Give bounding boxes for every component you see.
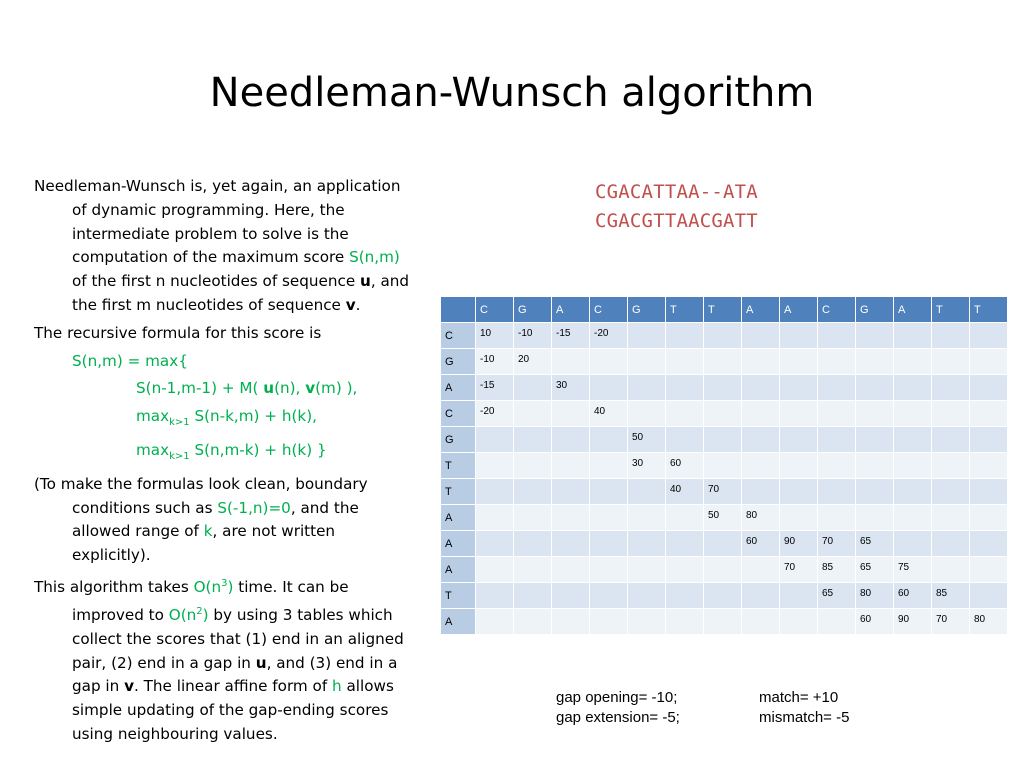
score-cell <box>628 505 666 531</box>
table-row <box>441 505 1008 531</box>
score-cell <box>894 375 932 401</box>
score-cell <box>704 609 742 635</box>
alignment-sequences <box>595 178 758 236</box>
table-row <box>441 323 1008 349</box>
score-cell <box>552 583 590 609</box>
text-run: max <box>136 407 170 426</box>
table-row <box>441 349 1008 375</box>
table-row <box>441 401 1008 427</box>
score-cell <box>780 375 818 401</box>
score-cell: 85 <box>818 557 856 583</box>
score-cell <box>932 505 970 531</box>
score-cell <box>932 479 970 505</box>
text-run: , and the first m nucleotides of sequence <box>72 272 410 314</box>
score-cell <box>666 583 704 609</box>
score-cell <box>704 453 742 479</box>
complexity-n2 <box>169 606 209 624</box>
score-cell <box>856 323 894 349</box>
slide-title: Needleman-Wunsch algorithm <box>209 70 815 116</box>
score-cell: -10 <box>476 349 514 375</box>
score-cell <box>970 453 1008 479</box>
score-cell <box>818 323 856 349</box>
table-row <box>441 453 1008 479</box>
score-cell: 70 <box>780 557 818 583</box>
score-cell: 65 <box>856 531 894 557</box>
score-cell: 50 <box>704 505 742 531</box>
explanation-text <box>34 175 416 751</box>
score-cell <box>932 427 970 453</box>
score-cell <box>970 427 1008 453</box>
column-header: T <box>666 297 704 323</box>
score-cell <box>590 609 628 635</box>
score-cell <box>894 323 932 349</box>
score-cell <box>932 323 970 349</box>
score-cell <box>970 583 1008 609</box>
text-run: O(n <box>168 605 197 624</box>
row-header: T <box>441 453 476 479</box>
score-cell <box>628 583 666 609</box>
score-cell <box>780 323 818 349</box>
column-header: T <box>970 297 1008 323</box>
score-cell <box>780 505 818 531</box>
score-cell <box>552 453 590 479</box>
text-run: by using 3 tables which collect the scores that (1) end in an aligned pair, (2) end in a gap in <box>72 605 404 672</box>
match-label: match= +10 <box>759 689 839 706</box>
score-cell <box>894 401 932 427</box>
score-cell <box>932 531 970 557</box>
text-run: (m) ), <box>315 379 358 398</box>
score-cell: 70 <box>704 479 742 505</box>
score-cell <box>476 531 514 557</box>
score-cell: 40 <box>590 401 628 427</box>
score-cell: 70 <box>818 531 856 557</box>
score-cell <box>590 531 628 557</box>
score-cell <box>666 349 704 375</box>
score-cell <box>856 505 894 531</box>
row-header: T <box>441 583 476 609</box>
score-cell <box>970 479 1008 505</box>
score-cell <box>628 323 666 349</box>
score-cell <box>666 427 704 453</box>
score-cell <box>514 375 552 401</box>
score-cell <box>666 375 704 401</box>
score-cell <box>818 427 856 453</box>
text-run: O(n <box>193 578 222 597</box>
subscript: k>1 <box>169 451 190 463</box>
text-run: Needleman-Wunsch is, yet again, an application of dynamic programming. Here, the intermediate problem to solve is the computation of the maximum score <box>34 177 401 267</box>
score-cell <box>590 349 628 375</box>
score-cell <box>742 375 780 401</box>
score-cell <box>818 505 856 531</box>
table-row <box>441 583 1008 609</box>
text-run: This algorithm takes <box>34 578 194 597</box>
text-run: (To make the formulas look clean, boundary conditions such as <box>34 474 368 517</box>
score-cell: 20 <box>514 349 552 375</box>
score-cell <box>818 479 856 505</box>
column-header: A <box>780 297 818 323</box>
score-cell <box>970 349 1008 375</box>
score-cell: 90 <box>894 609 932 635</box>
score-cell <box>970 531 1008 557</box>
score-cell <box>666 531 704 557</box>
formula-line-2 <box>34 377 416 401</box>
score-cell <box>856 375 894 401</box>
symbol-h: h <box>332 677 342 696</box>
score-cell <box>476 453 514 479</box>
score-cell: -10 <box>514 323 552 349</box>
score-cell <box>552 349 590 375</box>
score-cell: 65 <box>856 557 894 583</box>
score-cell <box>552 427 590 453</box>
score-cell <box>704 349 742 375</box>
score-cell: 40 <box>666 479 704 505</box>
score-cell <box>704 531 742 557</box>
score-cell <box>628 401 666 427</box>
paragraph-complexity <box>34 572 416 747</box>
score-cell: -20 <box>476 401 514 427</box>
score-cell <box>970 505 1008 531</box>
text-run: S(n,m-k) + h(k) } <box>189 441 327 459</box>
text-run: ) <box>227 578 234 597</box>
symbol-v: v <box>305 379 316 398</box>
score-cell <box>628 531 666 557</box>
symbol-v: v <box>345 295 356 314</box>
score-cell <box>742 401 780 427</box>
score-cell <box>780 583 818 609</box>
score-cell <box>514 427 552 453</box>
score-cell: 50 <box>628 427 666 453</box>
score-cell <box>742 453 780 479</box>
text-run: time. It can be improved to <box>72 578 349 624</box>
table-row <box>441 531 1008 557</box>
text-run: max <box>136 441 170 459</box>
aligned-sequence-1: CGACATTAA--ATA <box>595 181 758 203</box>
score-cell <box>818 401 856 427</box>
table-row <box>441 375 1008 401</box>
score-cell <box>476 427 514 453</box>
formula-snm: S(n,m) <box>349 248 400 267</box>
table-row <box>441 427 1008 453</box>
text-run: . The linear affine form of <box>134 677 333 696</box>
score-cell <box>704 583 742 609</box>
score-cell <box>894 427 932 453</box>
score-cell <box>742 349 780 375</box>
score-cell <box>590 583 628 609</box>
score-cell <box>856 453 894 479</box>
gap-extension-label: gap extension= -5; <box>556 709 680 726</box>
score-cell <box>552 505 590 531</box>
score-cell <box>780 427 818 453</box>
score-cell: 60 <box>856 609 894 635</box>
score-cell <box>590 427 628 453</box>
text-run: , are not written explicitly). <box>72 522 336 565</box>
paragraph-recursive: The recursive formula for this score is <box>34 323 322 342</box>
row-header: A <box>441 505 476 531</box>
score-cell <box>476 583 514 609</box>
score-cell <box>704 427 742 453</box>
score-cell <box>780 609 818 635</box>
score-cell <box>628 557 666 583</box>
score-cell <box>742 557 780 583</box>
score-cell <box>666 557 704 583</box>
score-cell <box>742 427 780 453</box>
score-cell <box>894 349 932 375</box>
score-cell: 90 <box>780 531 818 557</box>
score-cell <box>970 375 1008 401</box>
score-cell <box>628 609 666 635</box>
score-cell <box>666 323 704 349</box>
score-cell <box>666 609 704 635</box>
score-cell <box>894 479 932 505</box>
score-cell <box>590 505 628 531</box>
complexity-n3 <box>194 578 234 596</box>
column-header: C <box>818 297 856 323</box>
score-cell <box>704 375 742 401</box>
score-cell <box>932 401 970 427</box>
score-cell <box>932 349 970 375</box>
score-cell: 60 <box>894 583 932 609</box>
score-cell: 30 <box>628 453 666 479</box>
score-cell <box>552 609 590 635</box>
score-cell: 75 <box>894 557 932 583</box>
symbol-v: v <box>124 677 134 696</box>
text-run: allows simple updating of the gap-ending scores using neighbouring values. <box>72 677 394 743</box>
score-cell <box>970 557 1008 583</box>
score-cell <box>628 349 666 375</box>
row-header: A <box>441 375 476 401</box>
column-header: A <box>552 297 590 323</box>
score-cell <box>742 583 780 609</box>
score-cell: -15 <box>552 323 590 349</box>
symbol-u: u <box>360 272 371 291</box>
score-cell <box>704 323 742 349</box>
scoring-parameters <box>556 688 850 728</box>
text-run: of the first n nucleotides of sequence <box>72 272 361 291</box>
score-cell: 30 <box>552 375 590 401</box>
score-cell <box>514 557 552 583</box>
score-cell <box>514 453 552 479</box>
score-cell: 60 <box>666 453 704 479</box>
score-cell <box>742 479 780 505</box>
row-header: G <box>441 349 476 375</box>
gap-opening-label: gap opening= -10; <box>556 689 678 706</box>
paragraph-intro <box>34 175 416 318</box>
score-cell <box>818 453 856 479</box>
text-run: (n), <box>274 379 306 398</box>
column-header: C <box>476 297 514 323</box>
text-run: . <box>355 295 361 314</box>
mismatch-label: mismatch= -5 <box>759 709 850 726</box>
column-header: G <box>514 297 552 323</box>
score-cell <box>666 401 704 427</box>
score-cell: 85 <box>932 583 970 609</box>
score-cell <box>552 479 590 505</box>
score-cell <box>514 401 552 427</box>
score-cell: 80 <box>856 583 894 609</box>
score-cell <box>932 375 970 401</box>
row-header: C <box>441 401 476 427</box>
symbol-u: u <box>255 653 267 672</box>
table-row <box>441 609 1008 635</box>
score-cell: 60 <box>742 531 780 557</box>
score-cell <box>514 583 552 609</box>
row-header: G <box>441 427 476 453</box>
score-cell <box>780 479 818 505</box>
score-cell <box>514 531 552 557</box>
score-cell <box>628 375 666 401</box>
score-cell <box>476 609 514 635</box>
table-row <box>441 557 1008 583</box>
row-header: T <box>441 479 476 505</box>
score-cell <box>476 505 514 531</box>
column-header: A <box>894 297 932 323</box>
score-cell <box>476 557 514 583</box>
score-cell: 65 <box>818 583 856 609</box>
score-cell <box>856 427 894 453</box>
text-run: ) <box>202 605 209 624</box>
score-cell <box>552 401 590 427</box>
column-header: C <box>590 297 628 323</box>
score-cell <box>514 479 552 505</box>
formula-line-1: S(n,m) = max{ <box>72 351 188 370</box>
row-header: A <box>441 557 476 583</box>
score-cell: -20 <box>590 323 628 349</box>
score-cell <box>590 479 628 505</box>
row-header: C <box>441 323 476 349</box>
formula-boundary: S(-1,n)=0 <box>217 498 291 517</box>
score-cell <box>742 323 780 349</box>
row-header: A <box>441 609 476 635</box>
superscript: 3 <box>221 578 228 590</box>
column-header: T <box>704 297 742 323</box>
score-cell <box>932 453 970 479</box>
table-corner <box>441 297 476 323</box>
score-cell <box>704 401 742 427</box>
column-header: T <box>932 297 970 323</box>
column-header: A <box>742 297 780 323</box>
text-run: S(n-k,m) + h(k), <box>189 407 317 426</box>
score-cell <box>970 401 1008 427</box>
dp-score-table <box>440 296 1008 635</box>
aligned-sequence-2: CGACGTTAACGATT <box>595 210 758 232</box>
score-cell <box>742 609 780 635</box>
score-cell <box>856 401 894 427</box>
paragraph-boundary <box>34 473 416 568</box>
score-cell <box>514 505 552 531</box>
score-cell <box>552 531 590 557</box>
formula-line-3 <box>34 405 416 435</box>
score-cell <box>780 401 818 427</box>
score-cell <box>780 453 818 479</box>
score-cell <box>476 479 514 505</box>
score-cell <box>894 453 932 479</box>
score-cell <box>590 375 628 401</box>
text-run: S(n-1,m-1) + M( <box>136 379 264 398</box>
subscript: k>1 <box>169 417 190 429</box>
score-cell <box>818 609 856 635</box>
row-header: A <box>441 531 476 557</box>
score-cell <box>552 557 590 583</box>
score-cell <box>818 375 856 401</box>
score-cell <box>628 479 666 505</box>
column-header: G <box>628 297 666 323</box>
score-cell: -15 <box>476 375 514 401</box>
score-cell <box>514 609 552 635</box>
table-row <box>441 479 1008 505</box>
text-run: , and the allowed range of <box>72 498 359 541</box>
score-cell <box>894 505 932 531</box>
score-cell <box>780 349 818 375</box>
score-cell <box>590 557 628 583</box>
score-cell <box>590 453 628 479</box>
superscript: 2 <box>196 605 203 617</box>
symbol-u: u <box>263 379 275 398</box>
score-cell <box>932 557 970 583</box>
score-cell: 10 <box>476 323 514 349</box>
score-cell <box>856 479 894 505</box>
score-cell: 80 <box>970 609 1008 635</box>
text-run: , and (3) end in a gap in <box>72 653 398 696</box>
score-cell <box>856 349 894 375</box>
formula-line-4 <box>34 439 416 469</box>
score-cell: 80 <box>742 505 780 531</box>
score-cell: 70 <box>932 609 970 635</box>
score-cell <box>818 349 856 375</box>
column-header: G <box>856 297 894 323</box>
score-cell <box>894 531 932 557</box>
score-cell <box>970 323 1008 349</box>
score-cell <box>666 505 704 531</box>
score-cell <box>704 557 742 583</box>
symbol-k: k <box>203 522 213 541</box>
